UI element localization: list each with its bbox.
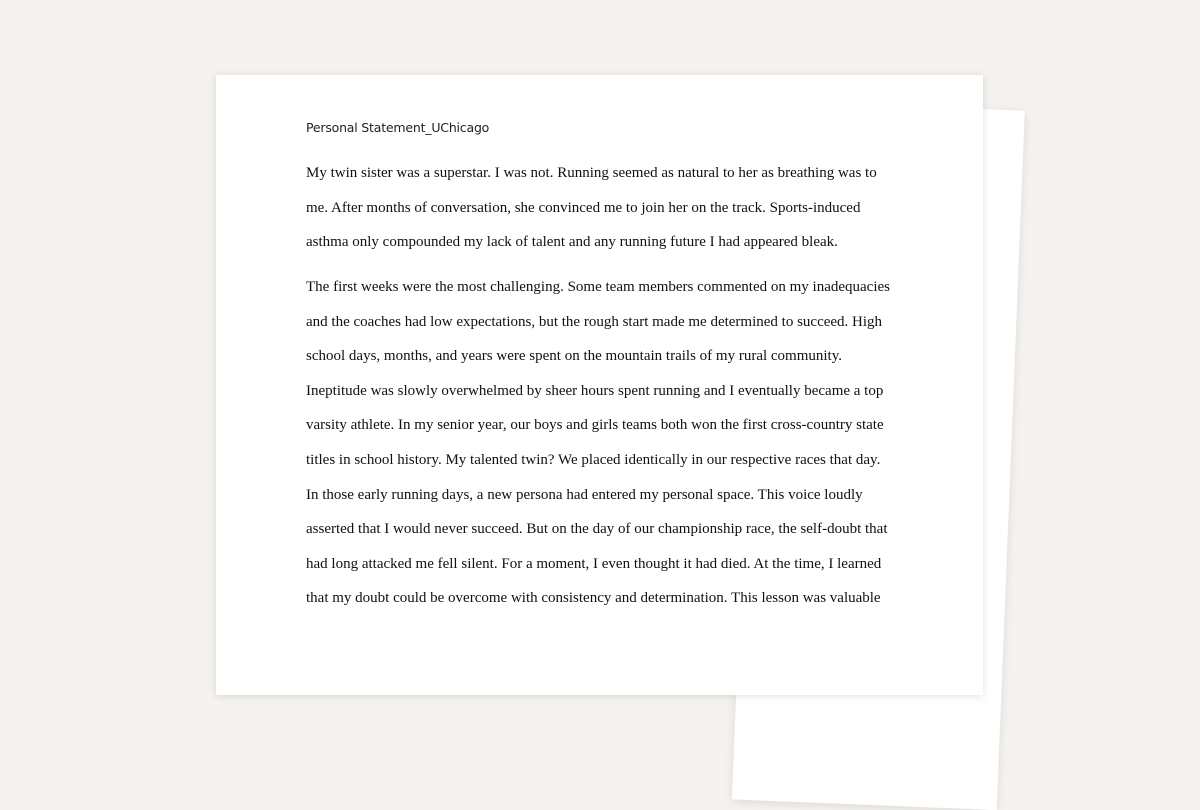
- text-line: varsity athlete. In my senior year, our boys and girls teams both won the first cross-country state: [306, 417, 884, 433]
- text-line: The first weeks were the most challenging. Some team members commented on my inadequacies: [306, 279, 890, 295]
- text-line: had long attacked me fell silent. For a moment, I even thought it had died. At the time, I learned: [306, 556, 882, 572]
- text-line: and the coaches had low expectations, but the rough start made me determined to succeed. High: [306, 314, 883, 330]
- text-line: My twin sister was a superstar. I was not. Running seemed as natural to her as breathing was to: [306, 165, 877, 181]
- text-line: school days, months, and years were spent on the mountain trails of my rural community.: [306, 348, 843, 364]
- document-page: [216, 75, 983, 695]
- text-line: me. After months of conversation, she convinced me to join her on the track. Sports-induced: [306, 200, 861, 216]
- text-line: that my doubt could be overcome with consistency and determination. This lesson was valuable: [306, 590, 881, 606]
- text-line: asthma only compounded my lack of talent and any running future I had appeared bleak.: [306, 234, 838, 250]
- text-line: Ineptitude was slowly overwhelmed by sheer hours spent running and I eventually became a top: [306, 383, 884, 399]
- text-line: asserted that I would never succeed. But on the day of our championship race, the self-doubt that: [306, 521, 888, 537]
- document-title: Personal Statement_UChicago: [306, 120, 490, 135]
- text-line: In those early running days, a new persona had entered my personal space. This voice loudly: [306, 487, 863, 503]
- text-line: titles in school history. My talented twin? We placed identically in our respective races that day.: [306, 452, 881, 468]
